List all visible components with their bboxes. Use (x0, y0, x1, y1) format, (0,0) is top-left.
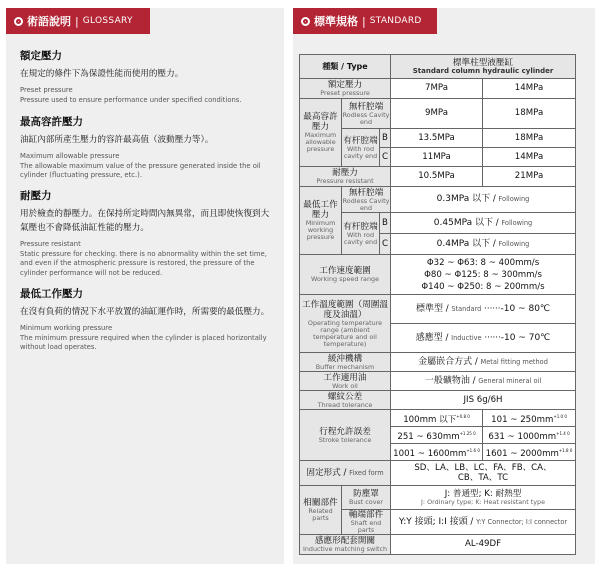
table-row: 固定形式 / Fixed form SD、LA、LB、LC、FA、FB、CA、 CB、TA、TC (300, 461, 576, 486)
table-row: C 11MPa 14MPa (300, 148, 576, 167)
table-row: C 0.4MPa 以下 / Following (300, 234, 576, 255)
table-row: 1001 ~ $1600mm^{+1.6 0}$ 1601 ~ $2000mm^{+1.8 0}$ (300, 444, 576, 461)
glossary-panel (6, 8, 284, 564)
standard-panel (293, 8, 595, 564)
table-row: 相關部件 Related parts 防塵罩 Bust cover J: 普通型; K: 耐熱型 J: Ordinary type; K: Heat resistant type (300, 486, 576, 510)
table-row: 螺紋公差 Thread tolerance JIS 6g/6H (300, 391, 576, 410)
table-row: 工作速度範圍 Working speed range Φ32 ~ Φ63: 8 ~ 400mm/s Φ80 ~ Φ125: 8 ~ 300mm/s Φ140 ~ Φ250: 8 ~ 200mm/s (300, 255, 576, 295)
table-row: 有杆腔端 With rod cavity end B 0.45MPa 以下 / Following (300, 213, 576, 234)
table-row: 最低工作壓力 Minimum working pressure 無杆腔端 Rodless Cavity end 0.3MPa 以下 / Following (300, 187, 576, 213)
glossary-item-max-allow: 最高容許壓力 油缸內部所產生壓力的容許最高值（波動壓力等）。 Maximum allowable pressure The allowable maximum value of the pressure generated inside the oil cylinder (fluctuating pressure, etc.). (20, 116, 261, 179)
table-row: 感應型 / Inductive ······-10 ~ 70℃ (300, 324, 576, 353)
table-row: 有杆腔端 With rod cavity end B 13.5MPa 18MPa (300, 129, 576, 148)
table-row: 耐壓力 Pressure resistant 10.5MPa 21MPa (300, 167, 576, 187)
glossary-item-preset: 額定壓力 在規定的條件下為保證性能而使用的壓力。 Preset pressure Pressure used to ensure performance under specified conditions. (20, 50, 242, 104)
table-row: 感應形配套開關 Inductive matching switch AL-49DF (300, 535, 576, 555)
table-row: 軸端部件 Shaft end parts Y:Y 接頭; I:I 接頭 / Y:Y Connector; I:I connector (300, 510, 576, 535)
info-circle-icon (301, 17, 310, 26)
glossary-item-min-work: 最低工作壓力 在沒有負荷的情況下水平放置的油缸運作時，所需要的最低壓力。 Minimum working pressure The minimum pressure required when the cylinder is placed horizontally without load operates. (20, 288, 270, 351)
glossary-header: 術語說明 | GLOSSARY (6, 8, 150, 34)
table-row: 額定壓力 Preset pressure 7MPa 14MPa (300, 79, 576, 99)
table-row: 最高容許壓力 Maximum allowable pressure 無杆腔端 Rodless Cavity end 9MPa 18MPa (300, 99, 576, 129)
table-row: 行程允許誤差 Stroke tolerance 100mm 以下$^{+0.8 0}$ 101 ~ $250mm^{+1.0 0}$ (300, 410, 576, 427)
glossary-item-resistant: 耐壓力 用於檢查的靜壓力。在保持所定時間內無異常，而且即使恢復到大氣壓也不會降低油缸性能的壓力。 Pressure resistant Static pressure for checking. there is no abnormality within the set time, and even if the atmospheric pressure is restored, the pressure of the cylinder performance will not be reduced. (20, 190, 270, 277)
table-row: 工作溫度範圍（周圍溫度及油溫） Operating temperature range (ambient temperature and oil temperature) 標準型 / Standard ······-10 ~ 80℃ (300, 295, 576, 324)
spec-table (299, 54, 576, 555)
info-circle-icon (14, 17, 23, 26)
standard-header: 標準規格 | STANDARD (293, 8, 437, 34)
table-row: 工作適用油 Work oil 一般礦物油 / General mineral oil (300, 372, 576, 391)
table-row: 緩沖機構 Buffer mechanism 金屬嵌合方式 / Metal fitting method (300, 353, 576, 372)
table-row: 251 ~ $630mm^{+1.25 0}$ 631 ~ $1000mm^{+1.4 0}$ (300, 427, 576, 444)
table-row: 種類 / Type 標準柱型液壓缸 Standard column hydraulic cylinder (300, 55, 576, 79)
